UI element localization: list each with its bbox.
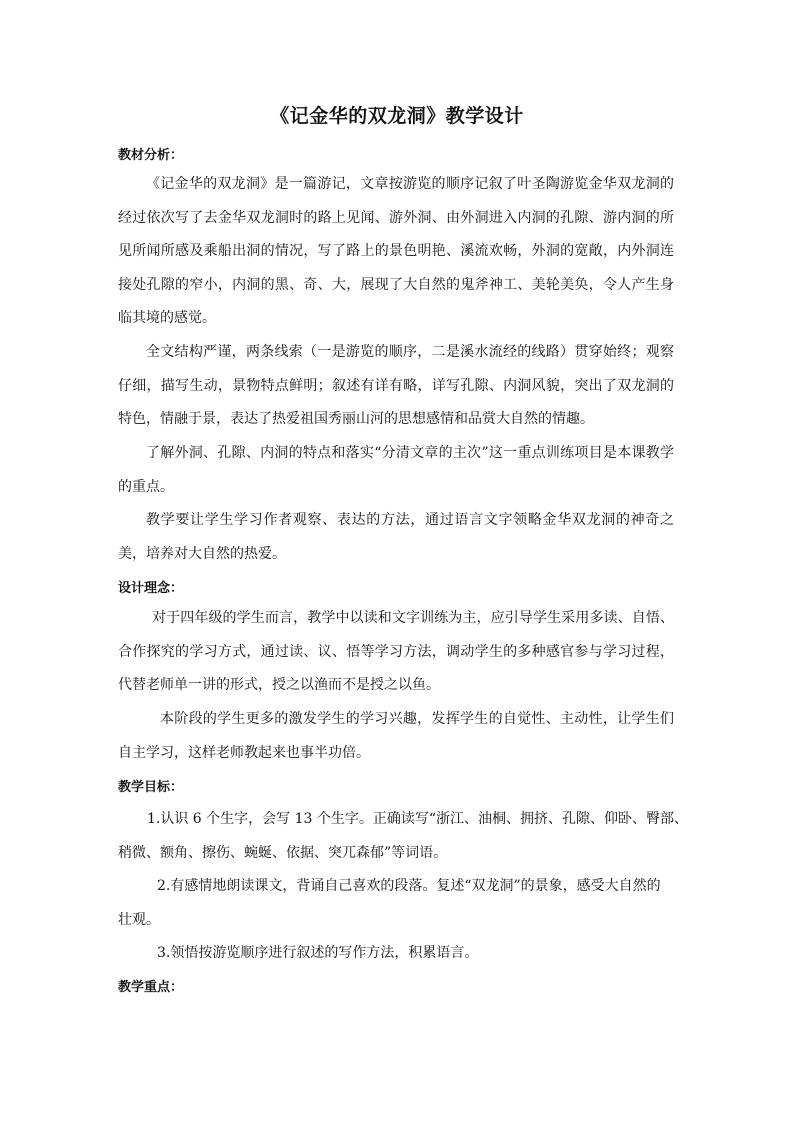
document-title: 《记金华的双龙洞》教学设计 bbox=[270, 105, 524, 127]
analysis-paragraph-3: 了解外洞、孔隙、内洞的特点和落实“分清文章的主次”这一重点训练项目是本课教学的重点。 bbox=[118, 445, 674, 495]
goal-item-1-line-2: 稍微、额角、擦伤、蜿蜒、依据、突兀森郁”等词语。 bbox=[118, 845, 448, 861]
section-heading-analysis: 教材分析： bbox=[118, 148, 184, 163]
analysis-paragraph-2: 全文结构严谨，两条线索（一是游览的顺序，二是溪水流经的线路）贯穿始终；观察仔细，描写生动，景物特点鲜明；叙述有详有略，详写孔隙、内洞风貌，突出了双龙洞的特色，情融于景，表达了热爱祖国秀丽山河的思想感情和品赏大自然的情趣。 bbox=[118, 344, 674, 427]
goal-item-1-line-1: 1.认识 6 个生字，会写 13 个生字。正确读写“浙江、油桐、拥挤、孔隙、仰卧、臀部、 bbox=[147, 811, 689, 827]
concept-paragraph-2: 本阶段的学生更多的激发学生的学习兴趣，发挥学生的自觉性、主动性，让学生们自主学习，这样老师教起来也事半功倍。 bbox=[118, 711, 674, 761]
goal-item-2-line-2: 壮观。 bbox=[118, 912, 160, 928]
section-heading-keypoints: 教学重点： bbox=[118, 980, 184, 995]
analysis-paragraph-1: 《记金华的双龙洞》是一篇游记，文章按游览的顺序记叙了叶圣陶游览金华双龙洞的经过依次写了去金华双龙洞时的路上见闻、游外洞、由外洞进入内洞的孔隙、游内洞的所见所闻所感及乘船出洞的情况，写了路上的景色明艳、溪流欢畅，外洞的宽敞，内外洞连接处孔隙的窄小，内洞的黑、奇、大，展现了大自然的鬼斧神工、美轮美奂，令人产生身临其境的感觉。 bbox=[118, 176, 674, 326]
section-heading-concept: 设计理念： bbox=[118, 581, 184, 596]
analysis-paragraph-4: 教学要让学生学习作者观察、表达的方法，通过语言文字领略金华双龙洞的神奇之美，培养对大自然的热爱。 bbox=[118, 512, 674, 562]
goal-item-2-line-1: 2.有感情地朗读课文，背诵自己喜欢的段落。复述“双龙洞”的景象，感受大自然的 bbox=[157, 878, 661, 894]
goal-item-3-line-1: 3.领悟按游览顺序进行叙述的写作方法，积累语言。 bbox=[157, 945, 479, 961]
concept-paragraph-1: 对于四年级的学生而言，教学中以读和文字训练为主，应引导学生采用多读、自悟、合作探究的学习方式，通过读、议、悟等学习方法，调动学生的多种感官参与学习过程，代替老师单一讲的形式，授之以渔而不是授之以鱼。 bbox=[118, 610, 674, 693]
section-heading-goals: 教学目标： bbox=[118, 780, 184, 795]
